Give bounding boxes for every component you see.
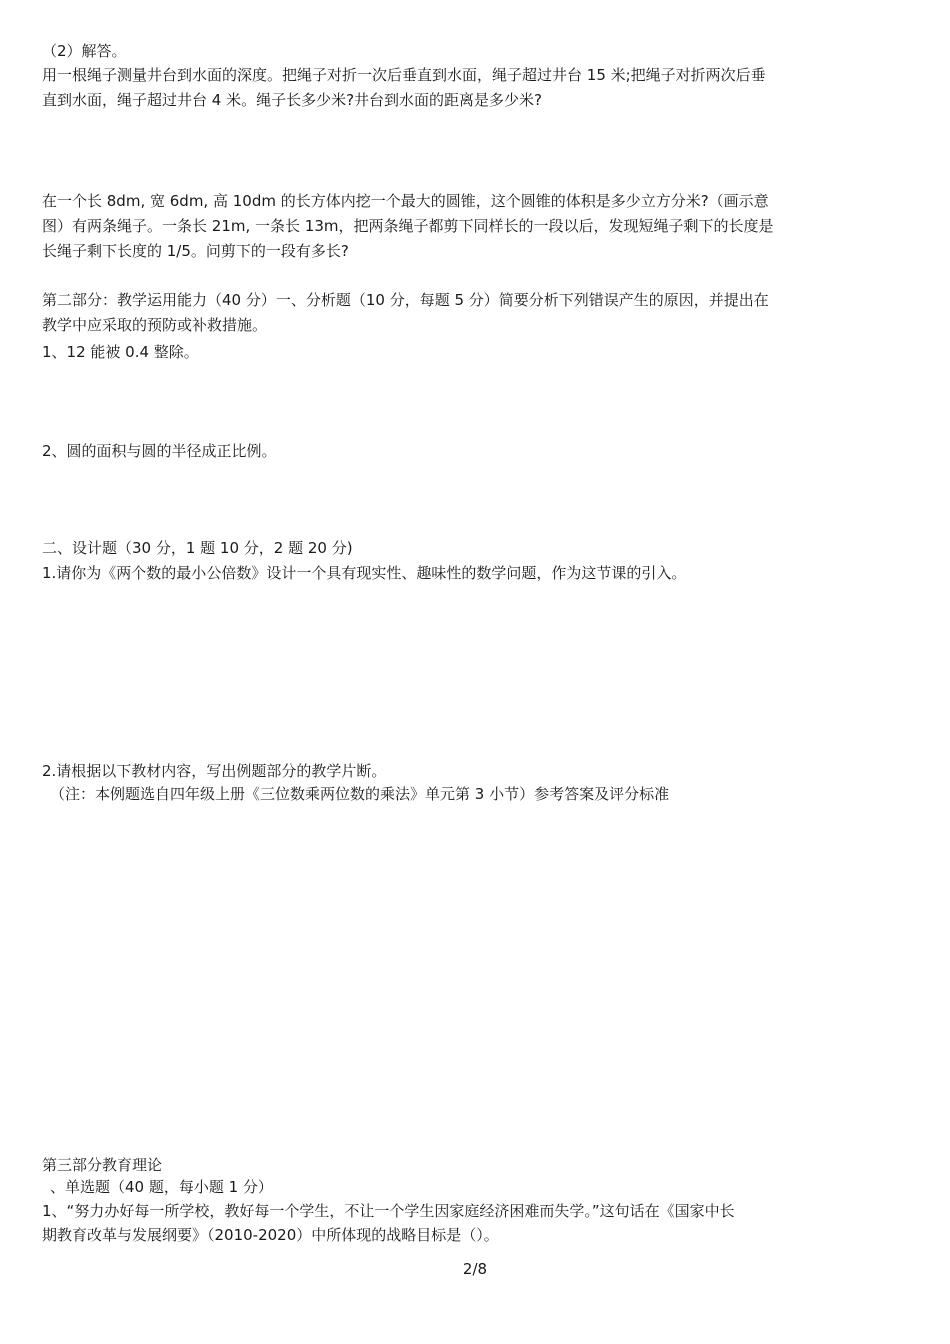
section-label: （2）解答。 — [42, 42, 127, 60]
problem-cone-line-1: 在一个长 8dm, 宽 6dm, 高 10dm 的长方体内挖一个最大的圆锥，这个圆锥的体积是多少立方分米?（画示意 — [42, 192, 769, 210]
single-choice-heading: 、单选题（40 题，每小题 1 分） — [50, 1178, 273, 1196]
part-two-heading-line-2: 教学中应采取的预防或补救措施。 — [42, 316, 268, 334]
part-three-heading: 第三部分教育理论 — [42, 1156, 163, 1174]
problem-cone-line-3: 长绳子剩下长度的 1/5。问剪下的一段有多长? — [42, 242, 349, 260]
problem-rope-line-2: 直到水面，绳子超过井台 4 米。绳子长多少米?井台到水面的距离是多少米? — [42, 91, 543, 109]
problem-cone-line-2: 图）有两条绳子。一条长 21m, 一条长 13m，把两条绳子都剪下同样长的一段以后，发现短绳子剩下的长度是 — [42, 217, 774, 235]
part-two-heading-line-1: 第二部分：教学运用能力（40 分）一、分析题（10 分，每题 5 分）简要分析下列错误产生的原因，并提出在 — [42, 291, 769, 309]
design-item-2: 2.请根据以下教材内容，写出例题部分的教学片断。 — [42, 762, 387, 780]
design-item-1: 1.请你为《两个数的最小公倍数》设计一个具有现实性、趣味性的数学问题，作为这节课的引入。 — [42, 564, 687, 582]
analysis-item-1: 1、12 能被 0.4 整除。 — [42, 343, 199, 361]
question-1-line-1: 1、“努力办好每一所学校，教好每一个学生，不让一个学生因家庭经济困难而失学。”这句话在《国家中长 — [42, 1202, 735, 1220]
design-item-2-note: （注：本例题选自四年级上册《三位数乘两位数的乘法》单元第 3 小节）参考答案及评分标准 — [50, 785, 670, 803]
page-number: 2/8 — [462, 1260, 488, 1278]
question-1-line-2: 期教育改革与发展纲要》（2010-2020）中所体现的战略目标是（）。 — [42, 1226, 499, 1244]
analysis-item-2: 2、圆的面积与圆的半径成正比例。 — [42, 442, 277, 460]
design-heading: 二、设计题（30 分，1 题 10 分，2 题 20 分) — [42, 539, 353, 557]
problem-rope-line-1: 用一根绳子测量井台到水面的深度。把绳子对折一次后垂直到水面，绳子超过井台 15 米;把绳子对折两次后垂 — [42, 66, 766, 84]
